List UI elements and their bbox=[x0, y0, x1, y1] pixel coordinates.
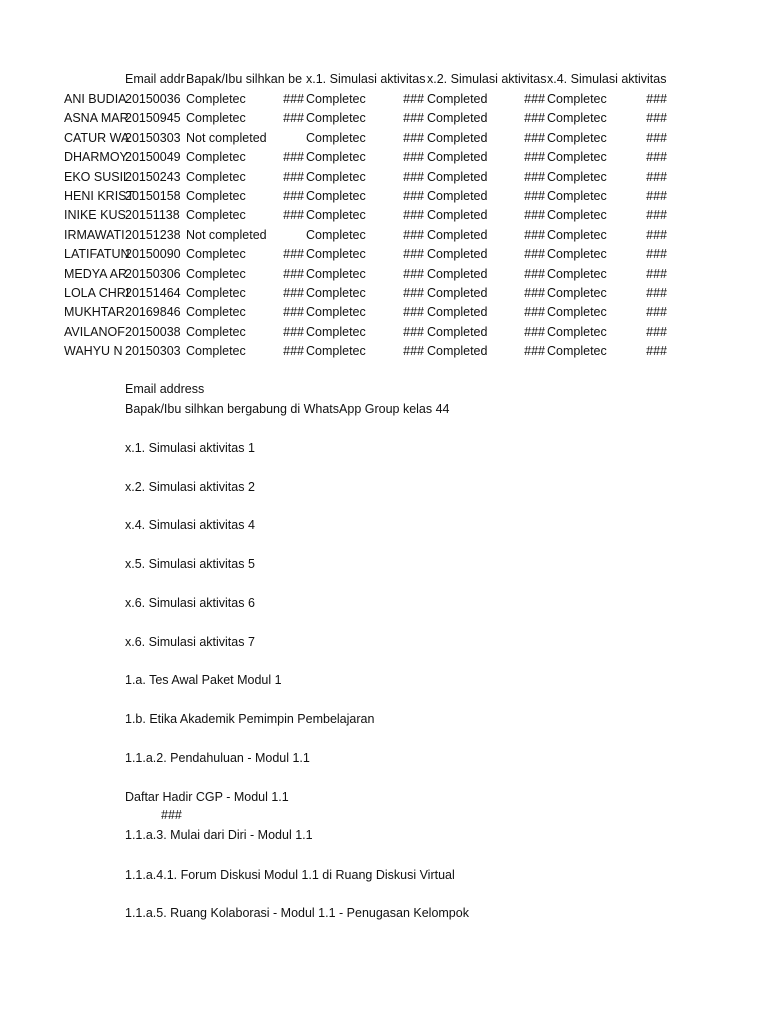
table-row bbox=[0, 187, 768, 206]
cell-status: Completec bbox=[186, 189, 246, 203]
cell-status: Completec bbox=[547, 266, 607, 281]
cell-hash: ### bbox=[283, 189, 304, 203]
cell-hash: ### bbox=[524, 344, 545, 359]
cell-status: Completec bbox=[306, 266, 366, 281]
cell-name: MEDYA AR bbox=[64, 266, 127, 281]
cell-hash: ### bbox=[524, 169, 545, 184]
cell-id: 20150306 bbox=[125, 266, 181, 281]
note-item: 1.a. Tes Awal Paket Modul 1 bbox=[125, 673, 282, 687]
table-row bbox=[0, 168, 768, 187]
cell-hash: ### bbox=[403, 208, 424, 223]
note-item: 1.1.a.3. Mulai dari Diri - Modul 1.1 bbox=[125, 828, 313, 842]
cell-hash: ### bbox=[646, 324, 667, 339]
cell-status: Completec bbox=[186, 247, 246, 262]
cell-id: 20150049 bbox=[125, 150, 181, 165]
cell-hash: ### bbox=[283, 150, 304, 165]
cell-name: DHARMOY bbox=[64, 150, 128, 165]
note-item: x.2. Simulasi aktivitas 2 bbox=[125, 480, 255, 494]
cell-status: Completec bbox=[547, 169, 607, 184]
cell-status: Completed bbox=[427, 208, 488, 223]
cell-status: Completec bbox=[547, 130, 607, 145]
cell-status: Completed bbox=[427, 247, 488, 262]
cell-hash: ### bbox=[646, 227, 667, 242]
hash-note: ### bbox=[161, 808, 182, 822]
table-row bbox=[0, 129, 768, 148]
table-row bbox=[0, 148, 768, 167]
cell-hash: ### bbox=[524, 208, 545, 223]
cell-hash: ### bbox=[283, 286, 304, 300]
note-item: Email address bbox=[125, 382, 205, 396]
cell-hash: ### bbox=[646, 169, 667, 184]
cell-hash: ### bbox=[524, 286, 545, 300]
cell-hash: ### bbox=[524, 227, 545, 242]
cell-status: Completec bbox=[186, 324, 246, 339]
cell-hash bbox=[270, 129, 304, 147]
cell-hash: ### bbox=[283, 92, 304, 106]
cell-status: Completec bbox=[547, 324, 607, 339]
cell-status: Completed bbox=[427, 305, 488, 320]
cell-id: 20150158 bbox=[125, 189, 181, 203]
cell-hash: ### bbox=[403, 344, 424, 359]
table-row bbox=[0, 90, 768, 109]
note-item: x.5. Simulasi aktivitas 5 bbox=[125, 557, 255, 571]
cell-status: Not completed bbox=[186, 227, 267, 242]
cell-hash: ### bbox=[646, 150, 667, 165]
cell-id: 20150036 bbox=[125, 92, 181, 106]
cell-status: Completed bbox=[427, 344, 488, 359]
cell-hash: ### bbox=[283, 305, 304, 320]
cell-id: 20150303 bbox=[125, 344, 181, 359]
cell-hash: ### bbox=[403, 150, 424, 165]
cell-hash: ### bbox=[403, 189, 424, 203]
cell-name: INIKE KUS bbox=[64, 208, 126, 223]
cell-status: Completed bbox=[427, 227, 488, 242]
header-bapak: Bapak/Ibu silhkan be bbox=[186, 72, 303, 86]
cell-name: EKO SUSIL bbox=[64, 169, 130, 184]
cell-hash: ### bbox=[283, 111, 304, 126]
table-row bbox=[0, 284, 768, 303]
cell-hash: ### bbox=[646, 344, 667, 359]
cell-hash: ### bbox=[403, 324, 424, 339]
cell-status: Completec bbox=[186, 92, 246, 106]
cell-status: Completed bbox=[427, 324, 488, 339]
cell-status: Completed bbox=[427, 130, 488, 145]
cell-status: Completec bbox=[306, 111, 366, 126]
cell-hash: ### bbox=[646, 189, 667, 203]
cell-hash: ### bbox=[524, 130, 545, 145]
cell-id: 20169846 bbox=[125, 305, 181, 320]
cell-status: Completec bbox=[547, 344, 607, 359]
cell-hash: ### bbox=[403, 266, 424, 281]
cell-hash: ### bbox=[403, 169, 424, 184]
cell-hash: ### bbox=[524, 324, 545, 339]
cell-name: ASNA MAR bbox=[64, 111, 129, 126]
cell-status: Completed bbox=[427, 92, 488, 106]
cell-id: 20151138 bbox=[125, 208, 180, 223]
cell-hash: ### bbox=[524, 266, 545, 281]
note-item: Daftar Hadir CGP - Modul 1.1 bbox=[125, 790, 289, 804]
cell-name: WAHYU N bbox=[64, 344, 123, 359]
table-row bbox=[0, 342, 768, 361]
cell-status: Completec bbox=[186, 266, 246, 281]
cell-hash: ### bbox=[524, 111, 545, 126]
cell-status: Completec bbox=[547, 208, 607, 223]
cell-hash: ### bbox=[283, 344, 304, 359]
cell-hash: ### bbox=[403, 92, 424, 106]
cell-status: Completec bbox=[306, 344, 366, 359]
cell-status: Completec bbox=[547, 92, 607, 106]
note-item: 1.1.a.5. Ruang Kolaborasi - Modul 1.1 - Penugasan Kelompok bbox=[125, 906, 469, 920]
table-row bbox=[0, 226, 768, 245]
header-email: Email addr bbox=[125, 72, 185, 86]
table-row bbox=[0, 265, 768, 284]
cell-status: Completec bbox=[186, 150, 246, 165]
table-row bbox=[0, 303, 768, 322]
note-item: 1.1.a.2. Pendahuluan - Modul 1.1 bbox=[125, 751, 310, 765]
table-row bbox=[0, 206, 768, 225]
table-row bbox=[0, 109, 768, 128]
cell-hash: ### bbox=[646, 92, 667, 106]
note-item: x.6. Simulasi aktivitas 7 bbox=[125, 635, 255, 649]
cell-status: Completec bbox=[306, 227, 366, 242]
cell-id: 20150303 bbox=[125, 130, 181, 145]
note-item: 1.b. Etika Akademik Pemimpin Pembelajaran bbox=[125, 712, 375, 726]
cell-name: ANI BUDIA bbox=[64, 92, 127, 106]
cell-status: Completec bbox=[306, 130, 366, 145]
cell-hash: ### bbox=[403, 227, 424, 242]
table-row bbox=[0, 245, 768, 264]
cell-name: LATIFATUN bbox=[64, 247, 130, 262]
cell-status: Completec bbox=[306, 286, 366, 300]
cell-id: 20151238 bbox=[125, 227, 181, 242]
cell-status: Completec bbox=[306, 189, 366, 203]
cell-status: Completed bbox=[427, 286, 488, 300]
cell-hash: ### bbox=[283, 169, 304, 184]
cell-status: Completec bbox=[306, 247, 366, 262]
note-item: x.4. Simulasi aktivitas 4 bbox=[125, 518, 255, 532]
cell-id: 20150038 bbox=[125, 324, 181, 339]
cell-status: Completec bbox=[547, 150, 607, 165]
cell-status: Completec bbox=[186, 111, 246, 126]
cell-name: AVILANOF bbox=[64, 324, 125, 339]
note-item: x.1. Simulasi aktivitas 1 bbox=[125, 441, 255, 455]
header-x4: x.4. Simulasi aktivitas bbox=[547, 72, 667, 86]
cell-name: CATUR WA bbox=[64, 130, 130, 145]
cell-name: LOLA CHRI bbox=[64, 286, 130, 300]
cell-id: 20150243 bbox=[125, 169, 181, 184]
cell-status: Completec bbox=[306, 150, 366, 165]
cell-status: Completed bbox=[427, 266, 488, 281]
cell-status: Not completed bbox=[186, 130, 267, 145]
cell-hash: ### bbox=[646, 305, 667, 320]
cell-hash: ### bbox=[646, 111, 667, 126]
cell-hash: ### bbox=[403, 247, 424, 262]
cell-status: Completec bbox=[306, 324, 366, 339]
cell-hash: ### bbox=[283, 324, 304, 339]
cell-status: Completec bbox=[186, 169, 246, 184]
header-row bbox=[0, 70, 768, 89]
cell-status: Completec bbox=[306, 208, 366, 223]
cell-hash: ### bbox=[646, 286, 667, 300]
cell-name: IRMAWATI bbox=[64, 227, 125, 242]
cell-id: 20151464 bbox=[125, 286, 181, 300]
cell-status: Completec bbox=[547, 227, 607, 242]
cell-hash: ### bbox=[283, 208, 304, 223]
cell-hash: ### bbox=[403, 286, 424, 300]
cell-hash: ### bbox=[646, 130, 667, 145]
note-item: Bapak/Ibu silhkan bergabung di WhatsApp Group kelas 44 bbox=[125, 402, 450, 416]
cell-status: Completec bbox=[306, 92, 366, 106]
table-row bbox=[0, 323, 768, 342]
header-x1: x.1. Simulasi aktivitas bbox=[306, 72, 426, 86]
cell-id: 20150090 bbox=[125, 247, 181, 262]
cell-status: Completec bbox=[547, 247, 607, 262]
cell-status: Completec bbox=[547, 305, 607, 320]
cell-hash: ### bbox=[646, 208, 667, 223]
header-x2: x.2. Simulasi aktivitas bbox=[427, 72, 547, 86]
cell-hash: ### bbox=[403, 130, 424, 145]
cell-status: Completed bbox=[427, 189, 488, 203]
cell-status: Completec bbox=[186, 305, 246, 320]
cell-status: Completec bbox=[306, 169, 366, 184]
cell-hash: ### bbox=[524, 305, 545, 320]
cell-status: Completec bbox=[186, 344, 246, 359]
cell-status: Completec bbox=[306, 305, 366, 320]
note-item: x.6. Simulasi aktivitas 6 bbox=[125, 596, 255, 610]
cell-hash: ### bbox=[524, 247, 545, 262]
cell-hash: ### bbox=[524, 92, 545, 106]
cell-hash: ### bbox=[403, 305, 424, 320]
cell-hash: ### bbox=[403, 111, 424, 126]
cell-name: MUKHTAR bbox=[64, 305, 125, 320]
cell-status: Completec bbox=[547, 189, 607, 203]
cell-hash: ### bbox=[646, 247, 667, 262]
cell-id: 20150945 bbox=[125, 111, 181, 126]
cell-hash: ### bbox=[524, 189, 545, 203]
cell-status: Completec bbox=[547, 111, 607, 126]
cell-hash: ### bbox=[283, 247, 304, 262]
cell-status: Completed bbox=[427, 150, 488, 165]
cell-hash: ### bbox=[646, 266, 667, 281]
cell-status: Completed bbox=[427, 111, 488, 126]
cell-status: Completec bbox=[186, 208, 246, 223]
cell-hash bbox=[270, 226, 304, 244]
cell-hash: ### bbox=[283, 266, 304, 281]
cell-hash: ### bbox=[524, 150, 545, 165]
cell-name: HENI KRIST bbox=[64, 189, 135, 203]
note-item: 1.1.a.4.1. Forum Diskusi Modul 1.1 di Ruang Diskusi Virtual bbox=[125, 868, 455, 882]
cell-status: Completec bbox=[186, 286, 246, 300]
cell-status: Completec bbox=[547, 286, 607, 300]
cell-status: Completed bbox=[427, 169, 488, 184]
